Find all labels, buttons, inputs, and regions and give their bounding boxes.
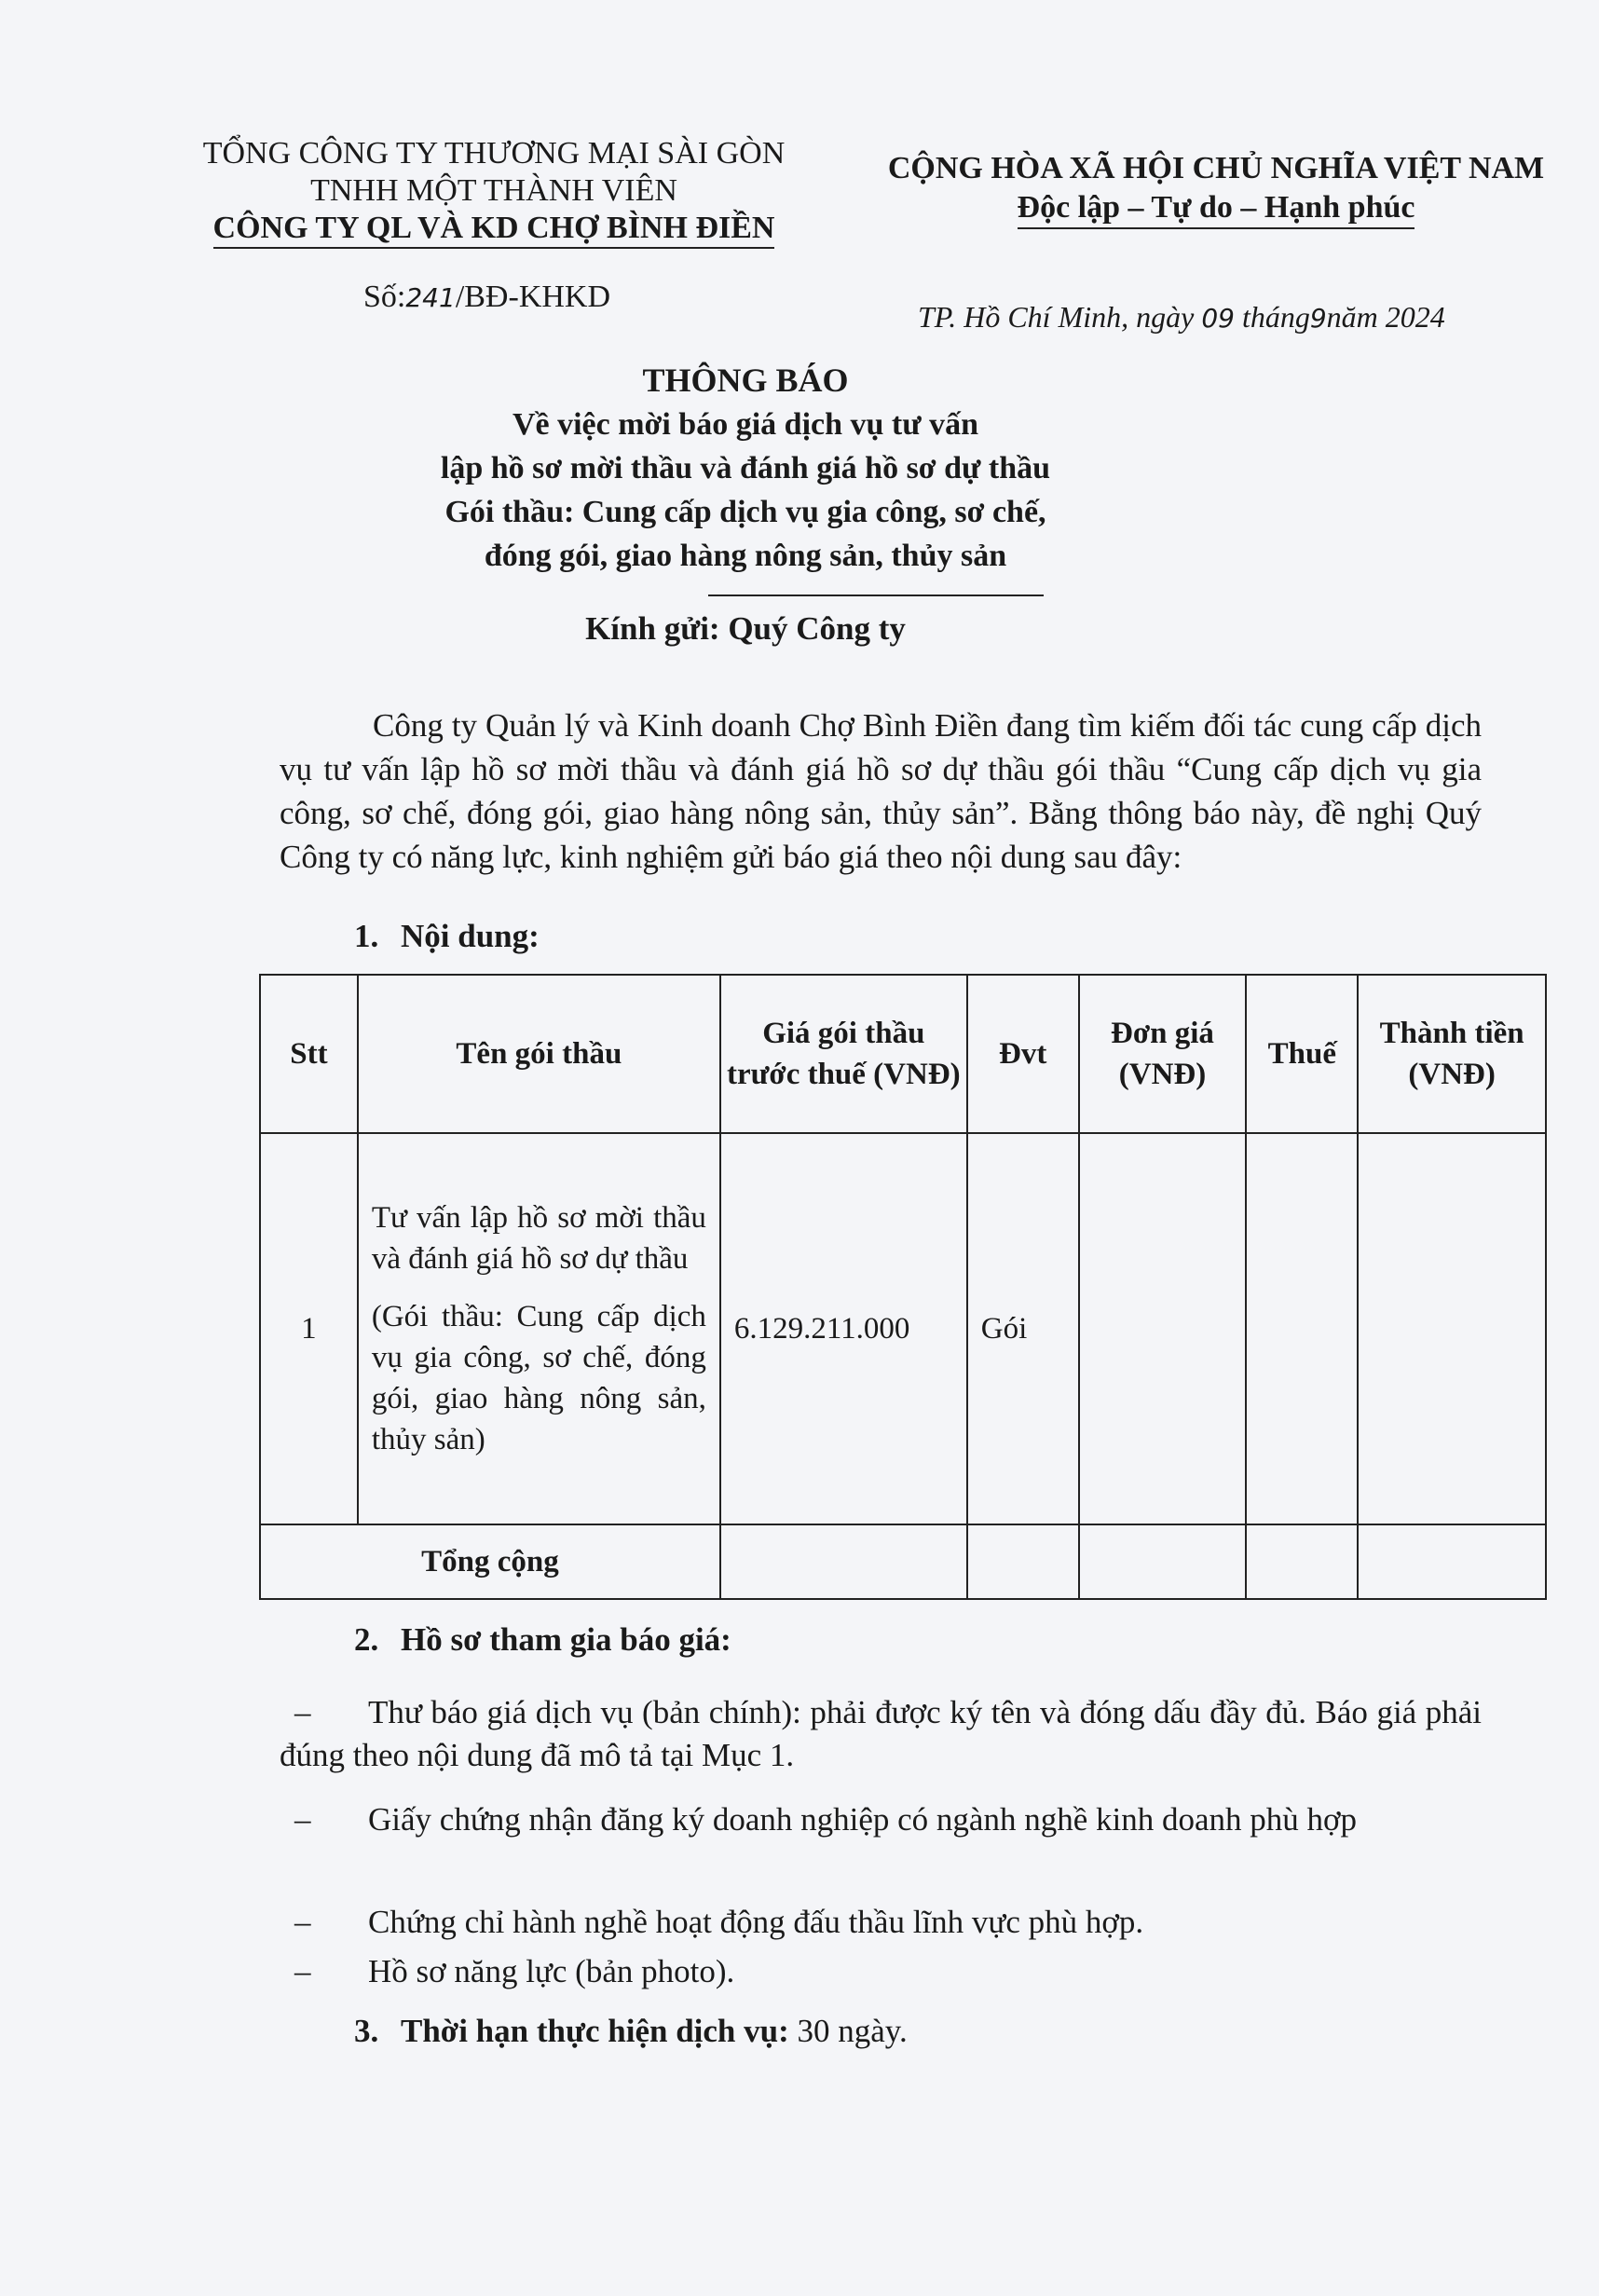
total-thue — [1246, 1524, 1358, 1599]
intro-paragraph: Công ty Quản lý và Kinh doanh Chợ Bình Điền đang tìm kiếm đối tác cung cấp dịch vụ tư vấn lập hồ sơ mời thầu và đánh giá hồ sơ dự thầu gói thầu “Cung cấp dịch vụ gia công, sơ chế, đóng gói, giao hàng nông sản, thủy sản”. Bằng thông báo này, đề nghị Quý Công ty có năng lực, kinh nghiệm gửi báo giá theo nội dung sau đây: — [280, 707, 1482, 875]
quote-table — [259, 974, 1547, 1600]
row-ten-detail: (Gói thầu: Cung cấp dịch vụ gia công, sơ chế, đóng gói, giao hàng nông sản, thủy sản) — [371, 1300, 706, 1456]
handwritten-number: 241 — [405, 282, 456, 313]
total-gia — [720, 1524, 967, 1599]
header-stt: Stt — [260, 975, 358, 1133]
parent-company-line1: TỔNG CÔNG TY THƯƠNG MẠI SÀI GÒN — [202, 136, 786, 171]
parent-company-line2: TNHH MỘT THÀNH VIÊN — [310, 173, 677, 208]
total-label: Tổng cộng — [260, 1524, 720, 1599]
table-row — [260, 1133, 1546, 1524]
service-duration: 30 ngày. — [797, 2013, 908, 2049]
title-line4: đóng gói, giao hàng nông sản, thủy sản — [484, 539, 1007, 573]
header-thue: Thuế — [1246, 975, 1358, 1133]
list-item: – Hồ sơ năng lực (bản photo). — [294, 1953, 735, 1989]
notice-title — [280, 359, 1211, 578]
list-item: – Chứng chỉ hành nghề hoạt động đấu thầu lĩnh vực phù hợp. — [294, 1904, 1144, 1940]
title-divider — [708, 594, 1044, 596]
list-item: – Giấy chứng nhận đăng ký doanh nghiệp có ngành nghề kinh doanh phù hợp — [294, 1801, 1358, 1838]
header-thanh-tien: Thành tiền (VNĐ) — [1358, 975, 1546, 1133]
header-don-gia: Đơn giá (VNĐ) — [1079, 975, 1247, 1133]
republic-title: CỘNG HÒA XÃ HỘI CHỦ NGHĨA VIỆT NAM — [887, 151, 1545, 185]
title-main: THÔNG BÁO — [642, 362, 849, 399]
total-dvt — [967, 1524, 1079, 1599]
handwritten-month: 9 — [1309, 303, 1327, 334]
title-line3: Gói thầu: Cung cấp dịch vụ gia công, sơ chế, — [444, 495, 1046, 529]
row-stt: 1 — [260, 1133, 358, 1524]
row-dvt: Gói — [967, 1133, 1079, 1524]
table-total-row — [260, 1524, 1546, 1599]
issuer-header — [177, 135, 811, 249]
header-gia-goi-thau: Giá gói thầu trước thuế (VNĐ) — [720, 975, 967, 1133]
row-thue — [1246, 1133, 1358, 1524]
total-thanh-tien — [1358, 1524, 1546, 1599]
row-don-gia — [1079, 1133, 1247, 1524]
header-ten-goi-thau: Tên gói thầu — [358, 975, 720, 1133]
total-don-gia — [1079, 1524, 1247, 1599]
document-number: Số:241/BĐ-KHKD — [363, 280, 611, 314]
list-item: – Thư báo giá dịch vụ (bản chính): phải được ký tên và đóng dấu đầy đủ. Báo giá phải đúng theo nội dung đã mô tả tại Mục 1. — [280, 1694, 1482, 1773]
company-name: CÔNG TY QL VÀ KD CHỢ BÌNH ĐIỀN — [213, 210, 775, 249]
row-gia-goi-thau: 6.129.211.000 — [720, 1133, 967, 1524]
title-line2: lập hồ sơ mời thầu và đánh giá hồ sơ dự thầu — [440, 451, 1051, 485]
table-header-row — [260, 975, 1546, 1133]
handwritten-day: 09 — [1201, 303, 1235, 334]
document-date: TP. Hồ Chí Minh, ngày 09 tháng9năm 2024 — [918, 300, 1445, 334]
greeting: Kính gửi: Quý Công ty — [585, 610, 906, 647]
row-thanh-tien — [1358, 1133, 1546, 1524]
section-3-heading: 3. Thời hạn thực hiện dịch vụ: 30 ngày. — [354, 2013, 908, 2049]
row-ten-goi-thau — [358, 1133, 720, 1524]
national-motto — [876, 149, 1556, 229]
title-line1: Về việc mời báo giá dịch vụ tư vấn — [512, 407, 979, 442]
section-1-heading: 1. Nội dung: — [354, 918, 540, 954]
motto: Độc lập – Tự do – Hạnh phúc — [1018, 188, 1415, 229]
header-dvt: Đvt — [967, 975, 1079, 1133]
section-2-heading: 2. Hồ sơ tham gia báo giá: — [354, 1621, 731, 1658]
row-ten-main: Tư vấn lập hồ sơ mời thầu và đánh giá hồ sơ dự thầu — [371, 1201, 706, 1276]
